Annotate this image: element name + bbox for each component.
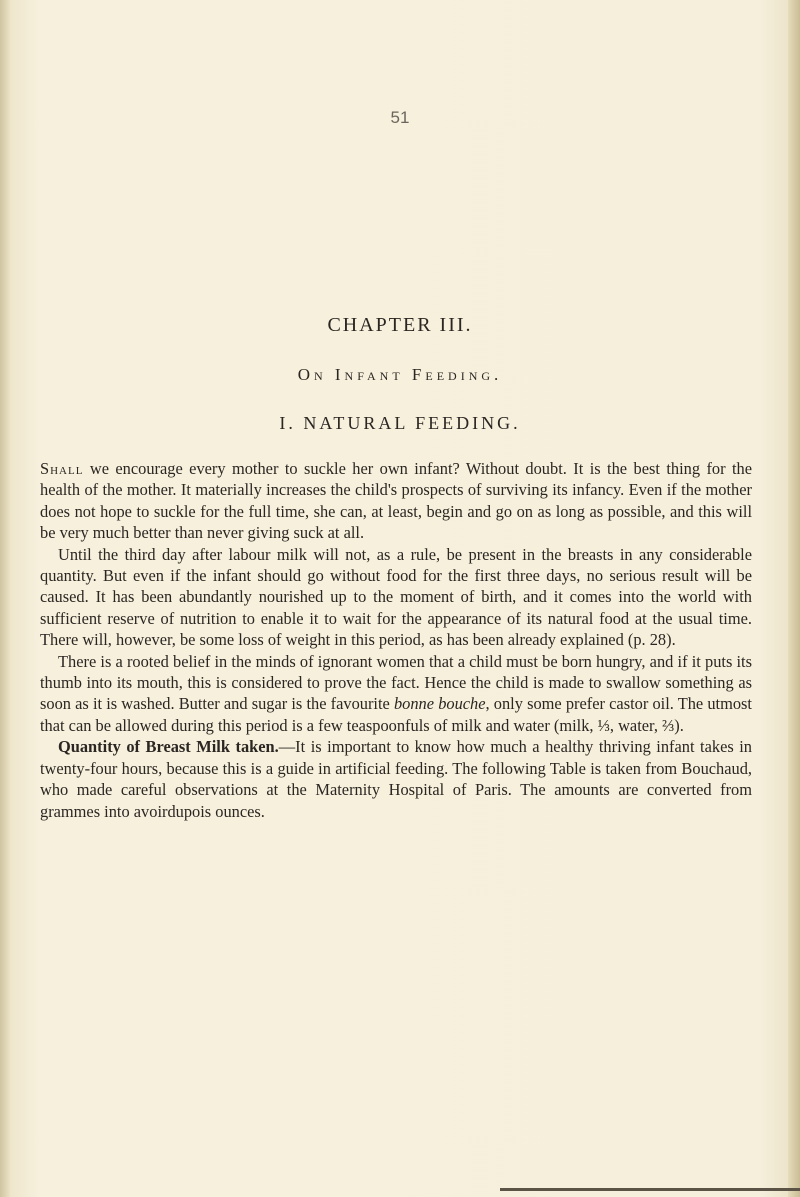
paragraph-2: Until the third day after labour milk will not, as a rule, be present in the breasts in any considerable quantity. But even if the infant should go without food for the first three days, no serious result will be caused. It has been abundantly nourished up to the moment of birth, and it comes into the world with sufficient reserve of nutrition to enable it to wait for the appearance of its natural food at the usual time. There will, however, be some loss of weight in this period, as has been already explained (p. 28). — [40, 544, 752, 650]
paragraph-4-bold-lead: Quantity of Breast Milk taken. — [58, 737, 279, 757]
paragraph-4-text: —It is important to know how much a healthy thriving infant takes in twenty-four hours, because this is a guide in artificial feeding. The following Table is taken from Bouchaud, who made careful observations at the Maternity Hospital of Paris. The amounts are converted from grammes into avoirdupois ounces. — [40, 737, 752, 821]
paragraph-4 — [40, 736, 752, 822]
page-left-edge — [0, 0, 10, 1197]
page-bottom-edge — [500, 1188, 800, 1191]
paragraph-3-text-a: There is a rooted belief in the minds of ignorant women that a child must be born hungry, and if it puts its thumb into its mouth, this is considered to prove the fact. Hence the child is made to swallow something as soon as it is washed. Butter and sugar is the favourite — [40, 651, 752, 714]
paragraph-3-text-b: , only some prefer castor oil. The utmost that can be allowed during this period is a few teaspoonfuls of milk and water (milk, ⅓, water, ⅔). — [40, 694, 752, 735]
paragraph-3 — [40, 651, 752, 737]
paragraph-3-italic: bonne bouche — [393, 694, 486, 714]
paragraph-lead: Shall — [40, 459, 84, 478]
chapter-subtitle: On Infant Feeding. — [297, 365, 503, 384]
body-text — [40, 458, 752, 822]
page-number: 51 — [390, 108, 410, 127]
paragraph-1-text: we encourage every mother to suckle her own infant? Without doubt. It is the best thing for the health of the mother. It materially increases the child's prospects of surviving its infancy. Even if the mother does not hope to suckle for the full time, she can, at least, begin and go on as long as possible, and this will be very much better than never giving suck at all. — [40, 459, 752, 543]
section-heading: I. NATURAL FEEDING. — [279, 413, 521, 433]
page-right-edge — [788, 0, 800, 1197]
chapter-title: CHAPTER III. — [327, 314, 473, 336]
paragraph-1 — [40, 458, 752, 544]
